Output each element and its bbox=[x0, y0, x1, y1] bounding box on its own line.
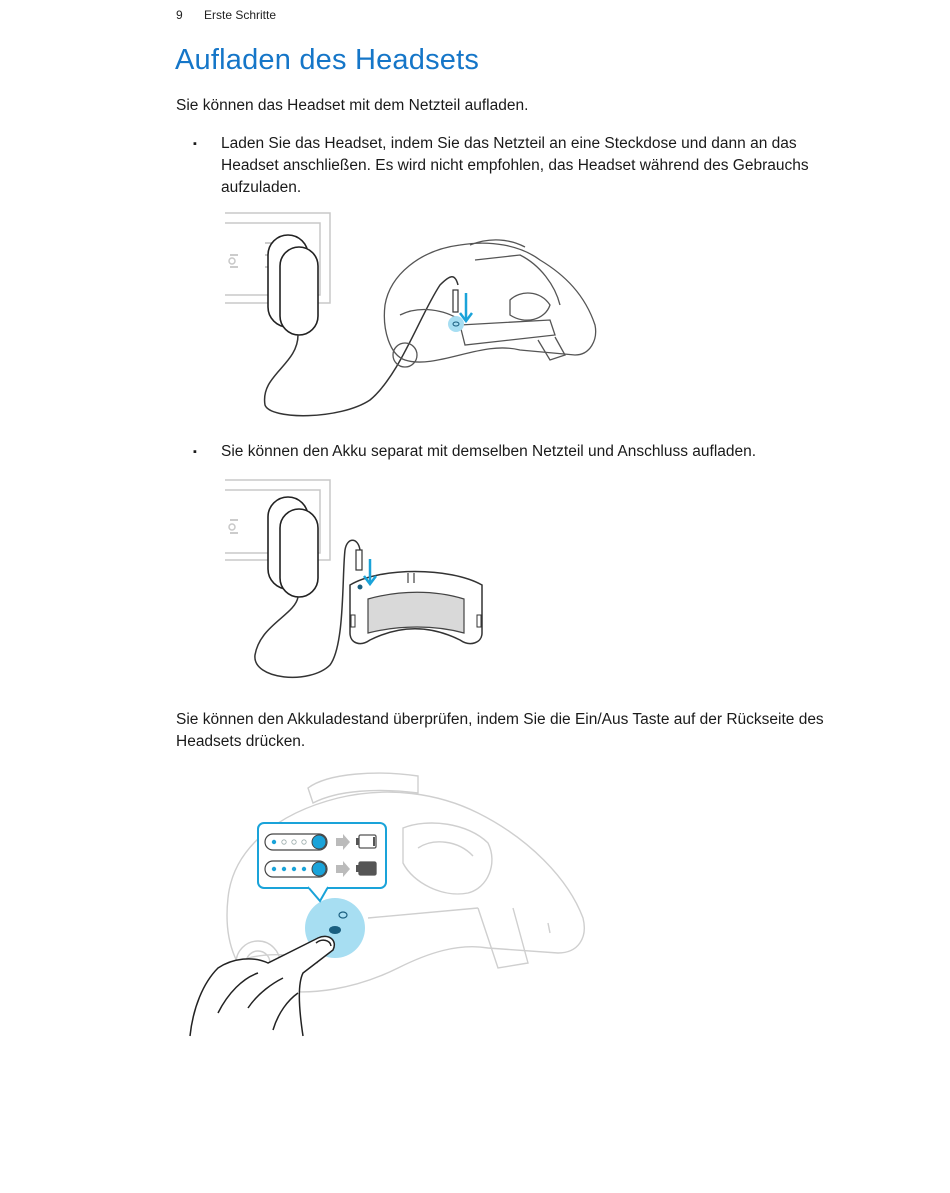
bullet-text: Laden Sie das Headset, indem Sie das Netzteil an eine Steckdose und dann an das Headset anschließen. Es wird nicht empfohlen, das Headset während des Gebrauchs aufzuladen. bbox=[221, 135, 809, 196]
bullet-item-battery bbox=[193, 441, 833, 463]
figure-charge-battery bbox=[220, 475, 500, 687]
page-number: 9 bbox=[176, 8, 183, 22]
intro-text: Sie können das Headset mit dem Netzteil aufladen. bbox=[176, 97, 529, 114]
bullet-text: Sie können den Akku separat mit demselben Netzteil und Anschluss aufladen. bbox=[221, 443, 757, 460]
cable-plug bbox=[356, 550, 362, 570]
battery-check-text: Sie können den Akkuladestand überprüfen, indem Sie die Ein/Aus Taste auf der Rückseite des Headsets drücken. bbox=[176, 711, 824, 750]
charge-arrow-icon bbox=[460, 293, 472, 321]
bullet-marker: ▪ bbox=[193, 446, 197, 458]
figure-charge-headset bbox=[220, 205, 610, 420]
headset-drawing bbox=[384, 240, 595, 367]
section-name: Erste Schritte bbox=[204, 8, 277, 22]
power-adapter bbox=[268, 497, 318, 597]
page-title: Aufladen des Headsets bbox=[175, 44, 480, 76]
led-bar-low bbox=[265, 834, 327, 850]
charge-arrow-icon bbox=[364, 559, 376, 584]
power-adapter bbox=[268, 235, 318, 335]
battery-low-icon bbox=[356, 835, 376, 848]
led-bar-full bbox=[265, 861, 327, 877]
figure-battery-level bbox=[188, 768, 598, 1038]
battery-full-icon bbox=[356, 862, 376, 875]
bullet-marker: ▪ bbox=[193, 138, 197, 150]
page-header bbox=[176, 8, 276, 22]
bullet-item-headset bbox=[193, 133, 833, 199]
headset-port bbox=[448, 290, 464, 332]
